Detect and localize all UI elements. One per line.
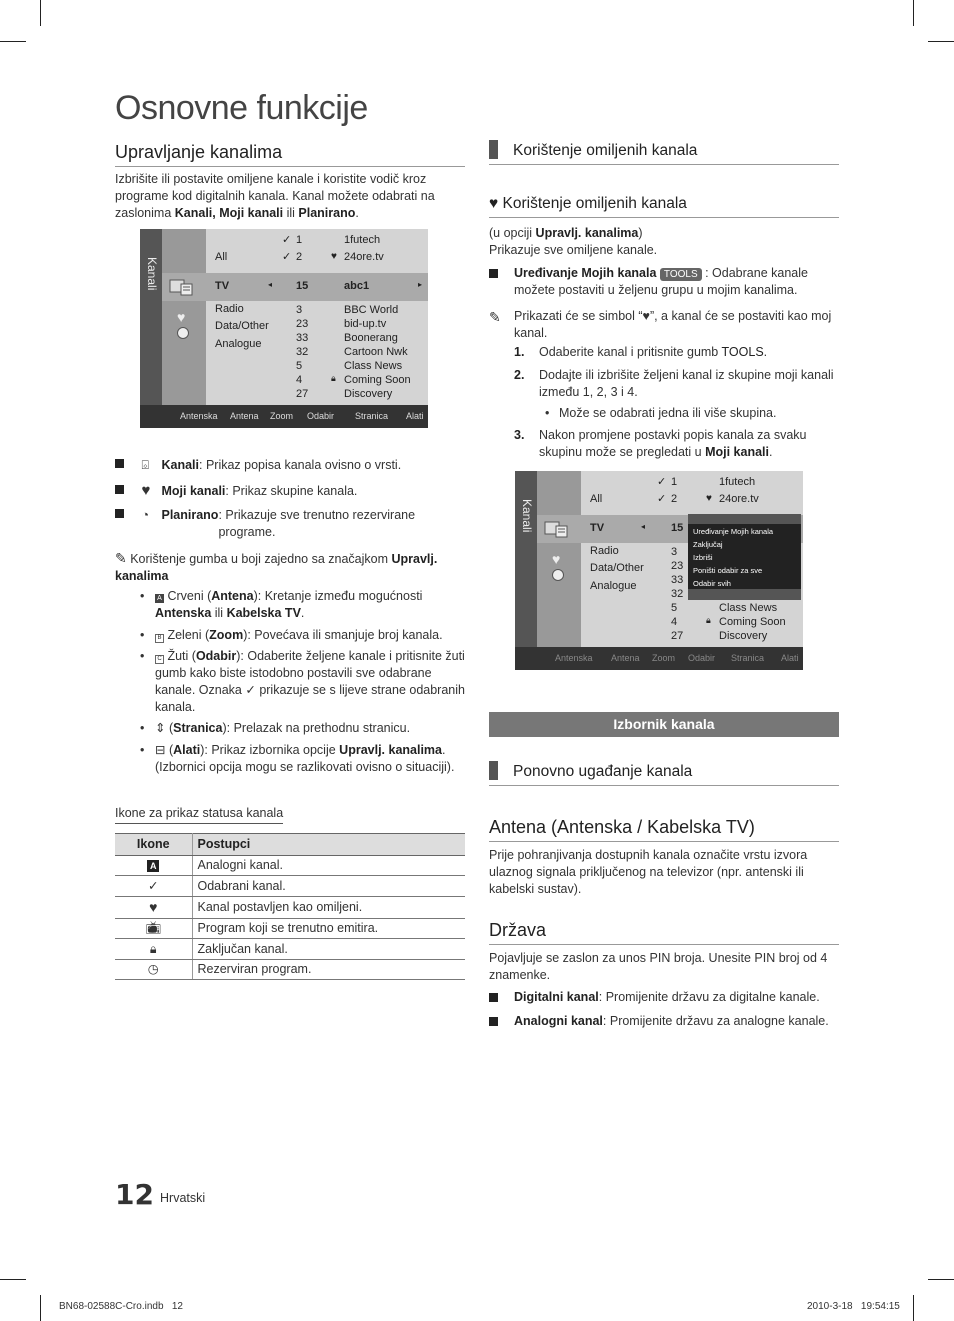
bullet-moji-kanali: ♥ Moji kanali: Prikaz skupine kanala. (115, 481, 357, 501)
button-c-icon: C (155, 655, 164, 664)
channels-icon (167, 276, 197, 298)
bullet-digital-channel: Digitalni kanal: Promijenite državu za digitalne kanale. (489, 989, 839, 1006)
check-icon: ✓ (245, 682, 256, 697)
file-info: BN68-02588C-Cro.indb 12 (59, 1301, 183, 1312)
subheading-favorites: ♥ Korištenje omiljenih kanala (489, 194, 839, 218)
osd-category-data: Data/Other (215, 320, 269, 332)
channel-menu-banner: Izbornik kanala (489, 712, 839, 737)
channels-icon (542, 518, 572, 540)
check-icon: ✓ (115, 876, 192, 897)
sub-bullet-red: • A Crveni (Antena): Kretanje između mogućnosti Antenska ili Kabelska TV. (140, 589, 423, 620)
clock-icon (552, 569, 564, 581)
heart-icon: ♥ (141, 482, 151, 499)
step-1: 1. Odaberite kanal i pritisnite gumb TOOLS. (514, 345, 768, 359)
osd-channel-list: BBC World bid-up.tv Boonerang Cartoon Nwk Class News Coming Soon Discovery (344, 304, 411, 400)
page-language: Hrvatski (160, 1191, 206, 1205)
osd-side-tab: Kanali (140, 229, 162, 405)
bullet-analog-channel: Analogni kanal: Promijenite državu za analogne kanale. (489, 1013, 839, 1030)
osd-footer: Antenska Antena Zoom Odabir Stranica Alati (515, 647, 803, 670)
bullet-kanali: ⌺ Kanali: Prikaz popisa kanala ovisno o vrsti. (115, 457, 401, 474)
section-heading-retune: Ponovno ugađanje kanala (489, 761, 839, 786)
bullet-edit-my-channels: Uređivanje Mojih kanala TOOLS : Odabrane kanale možete postaviti u željenu grupu u mojim kanalima. (489, 265, 839, 299)
osd-number: 15 (296, 280, 309, 292)
clock-icon: ◷ (115, 959, 192, 980)
table-header: Postupci (192, 834, 465, 856)
osd-category-analogue: Analogue (590, 580, 637, 592)
note-heart: ✎ Prikazati će se simbol “♥”, a kanal će se postaviti kao moj kanal. (489, 309, 832, 340)
note-icon: ✎ (115, 550, 127, 566)
table-row: ✓ Odabrani kanal. (115, 876, 465, 897)
lock-icon: 🔒︎ (331, 373, 336, 383)
crop-mark (40, 0, 41, 26)
osd-category-analogue: Analogue (215, 338, 262, 350)
check-icon: ✓ (282, 251, 292, 263)
crop-mark (0, 41, 26, 42)
check-icon: ✓ (657, 493, 667, 505)
sub-bullet-green: • B Zeleni (Zoom): Povećava ili smanjuje broj kanala. (140, 628, 443, 642)
step-3: 3. Nakon promjene postavki popis kanala za svaku skupinu može se pregledati u Moji kanali. (514, 428, 807, 459)
note-icon: ✎ (489, 309, 501, 325)
osd-number: 1 (671, 476, 678, 488)
button-a-icon: A (155, 594, 164, 603)
channel-list-tools-screen (515, 471, 803, 670)
channels-icon: ⌺ (141, 458, 149, 472)
heart-icon: ♥ (177, 309, 186, 325)
heading-antenna: Antena (Antenska / Kabelska TV) (489, 815, 839, 842)
icons-heading: Ikone za prikaz statusa kanala (115, 805, 283, 824)
tv-icon: 📺︎ (115, 918, 192, 939)
table-row: 🔒︎ Zaključan kanal. (115, 939, 465, 960)
heart-icon: ♥ (331, 251, 337, 262)
table-row: 📺︎ Program koji se trenutno emitira. (115, 918, 465, 939)
osd-number: 15 (671, 522, 684, 534)
heart-icon: ♥ (489, 195, 499, 212)
osd-arrow-left-icon: ◂ (268, 280, 273, 289)
heart-icon: ♥ (642, 309, 650, 323)
tools-badge: TOOLS (660, 268, 702, 281)
osd-channel-name: 24ore.tv (719, 493, 759, 505)
menu-item[interactable]: Izbriši (693, 553, 713, 562)
note-color-buttons: ✎ Korištenje gumba u boji zajedno sa značajkom Upravlj. kanalima (115, 550, 438, 583)
osd-category-all: All (590, 493, 603, 505)
menu-item[interactable]: Odabir svih (693, 579, 731, 588)
step-2: 2. Dodajte ili izbrišite željeni kanal iz skupine moji kanali između 1, 2, 3 i 4. (514, 368, 834, 399)
sub-bullet-tools: • ⊟ (Alati): Prikaz izbornika opcije Upravlj. kanalima. (Izbornici opcija mogu se razlikovati ovisno o situaciji). (140, 743, 455, 774)
channel-list-screen (140, 229, 428, 428)
option-text: (u opciji Upravlj. kanalima) Prikazuje sve omiljene kanale. (489, 226, 658, 257)
heart-icon: ♥ (706, 493, 712, 504)
heading-country: Država (489, 918, 839, 945)
heart-icon: ♥ (552, 551, 561, 567)
osd-selected-row (162, 273, 428, 301)
antenna-text: Prije pohranjivanja dostupnih kanala označite vrstu izvora ulaznog signala priključenog na televizor (npr. antenski ili kabelski sustav). (489, 848, 808, 896)
check-icon: ✓ (282, 234, 292, 246)
table-header: Ikone (115, 834, 192, 856)
heart-icon: ♥ (115, 896, 192, 918)
menu-item[interactable]: Uređivanje Mojih kanala (693, 527, 774, 536)
table-row: A Analogni kanal. (115, 855, 465, 876)
osd-channel-name: 24ore.tv (344, 251, 384, 263)
crop-mark (928, 41, 954, 42)
osd-category-radio: Radio (590, 545, 619, 557)
country-text: Pojavljuje se zaslon za unos PIN broja. Unesite PIN broj od 4 znamenke. (489, 951, 828, 982)
osd-category-tv: TV (590, 522, 605, 534)
crop-mark (0, 1279, 26, 1280)
analog-channel-icon: A (147, 860, 159, 872)
osd-arrow-right-icon: ▸ (418, 280, 423, 289)
sub-bullet-yellow: • C Žuti (Odabir): Odaberite željene kanale i pritisnite žuti gumb kako biste istodobno postavili sve odabrane kanale. Oznaka ✓ prikazuje se s lijeve strane odabranih kanala. (140, 649, 465, 714)
osd-side-tab: Kanali (515, 471, 537, 647)
osd-number: 2 (671, 493, 678, 505)
osd-category-all: All (215, 251, 228, 263)
crop-mark (913, 1295, 914, 1321)
osd-category-data: Data/Other (590, 562, 644, 574)
osd-number: 2 (296, 251, 303, 263)
menu-item[interactable]: Zaključaj (693, 540, 723, 549)
crop-mark (40, 1295, 41, 1321)
icons-table (115, 833, 465, 980)
tools-icon: ⊟ (155, 743, 166, 757)
osd-channel-selected: abc1 (344, 280, 370, 292)
crop-mark (928, 1279, 954, 1280)
lock-icon: 🔒︎ (706, 615, 711, 625)
osd-channel-name: 1futech (344, 234, 381, 246)
osd-category-radio: Radio (215, 303, 244, 315)
print-datetime: 2010-3-18 19:54:15 (807, 1301, 900, 1312)
osd-arrow-left-icon: ◂ (641, 522, 646, 531)
table-row: ◷ Rezerviran program. (115, 959, 465, 980)
up-down-arrows-icon: ⇕ (155, 721, 166, 735)
table-row: ♥ Kanal postavljen kao omiljeni. (115, 896, 465, 918)
section-heading-channel-management: Upravljanje kanalima (115, 140, 465, 167)
step-2-bullet: • Može se odabrati jedna ili više skupina. (545, 406, 777, 420)
osd-number: 1 (296, 234, 303, 246)
lock-icon: 🔒︎ (115, 939, 192, 960)
page-number: 12 (115, 1178, 154, 1211)
menu-item[interactable]: Poništi odabir za sve (693, 566, 763, 575)
intro-paragraph: Izbrišite ili postavite omiljene kanale i koristite vodič kroz programe kod digitalnih kanala. Kanal možete odabrati na zaslonima Kanali, Moji kanali ili Planirano. (115, 172, 435, 220)
osd-channel-list: Class News Coming Soon Discovery (719, 602, 786, 642)
section-heading-favorites: Korištenje omiljenih kanala (489, 140, 839, 165)
tools-popup-menu (688, 514, 801, 600)
button-b-icon: B (155, 634, 164, 643)
bullet-planirano: ◔ Planirano: Prikazuje sve trenutno rezervirane programe. (115, 507, 465, 541)
check-icon: ✓ (657, 476, 667, 488)
clock-icon (177, 327, 189, 339)
page-title: Osnovne funkcije (115, 89, 368, 127)
sub-bullet-page: • ⇕ (Stranica): Prelazak na prethodnu stranicu. (140, 721, 411, 735)
clock-icon: ◔ (141, 508, 150, 522)
osd-category-tv: TV (215, 280, 230, 292)
osd-channel-name: 1futech (719, 476, 756, 488)
crop-mark (913, 0, 914, 26)
osd-number-list: 3 23 33 32 5 4 27 (671, 546, 684, 642)
osd-footer: Antenska Antena Zoom Odabir Stranica Alati (140, 405, 428, 428)
osd-number-list: 3 23 33 32 5 4 27 (296, 304, 309, 400)
